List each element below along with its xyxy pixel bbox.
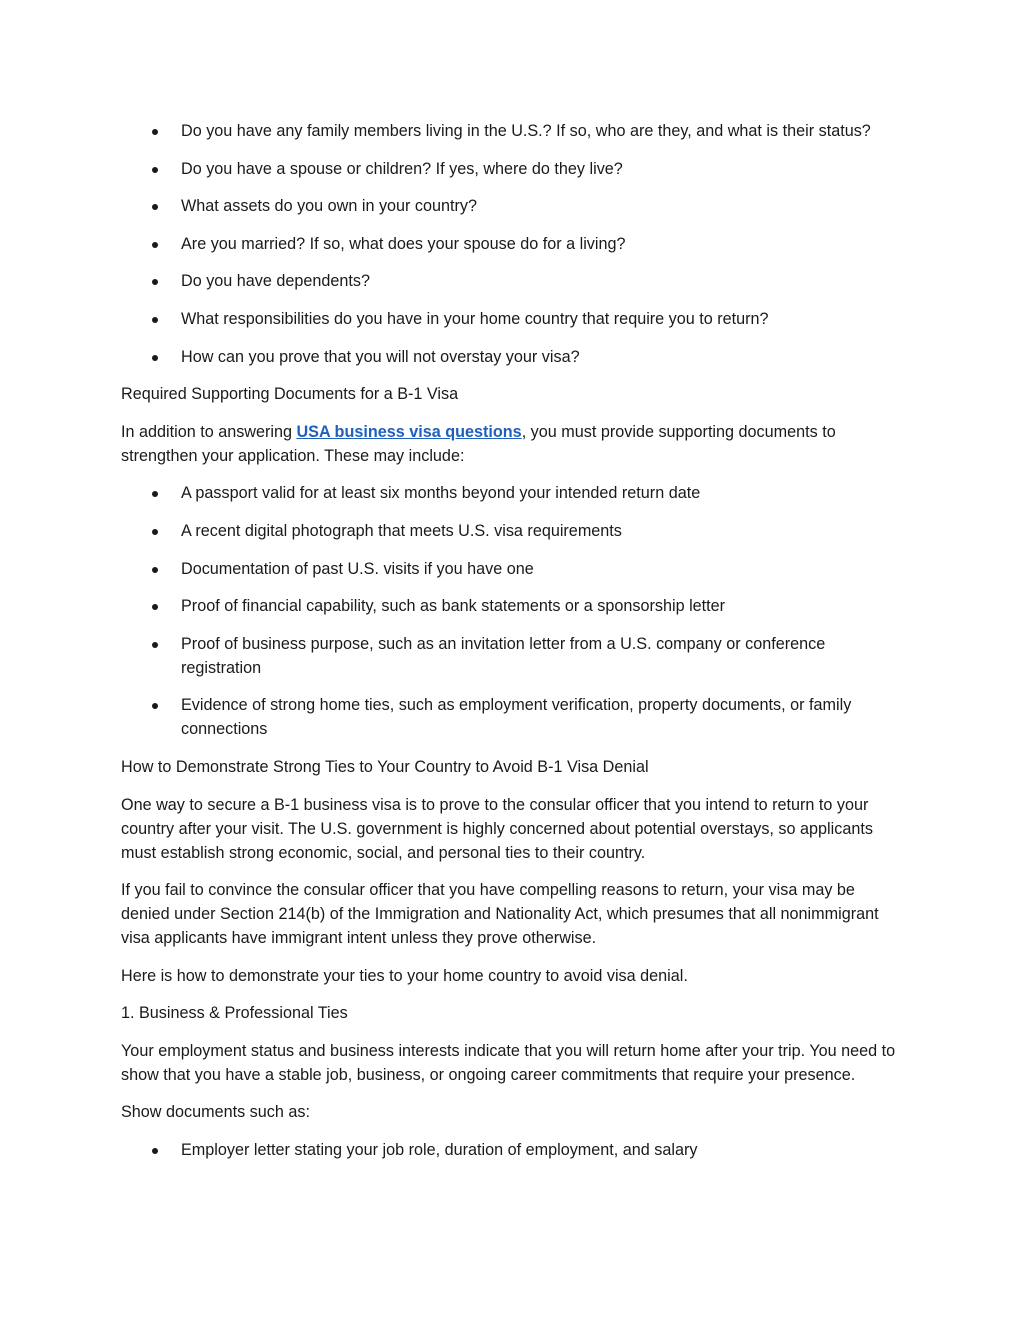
list-item: What responsibilities do you have in your home country that require you to return?: [121, 307, 906, 331]
bullet-icon: [152, 1148, 158, 1154]
bullet-icon: [152, 279, 158, 285]
list-item: How can you prove that you will not overstay your visa?: [121, 345, 906, 369]
list-item: Are you married? If so, what does your spouse do for a living?: [121, 232, 906, 256]
bullet-icon: [152, 703, 158, 709]
list-item: Do you have dependents?: [121, 269, 906, 293]
strong-ties-paragraph-1: One way to secure a B-1 business visa is to prove to the consular officer that you intend to return to your country after your visit. The U.S. government is highly concerned about potential overstays, so applicants must establish strong economic, social, and personal ties to their country.: [121, 795, 873, 862]
question-list: [121, 119, 906, 369]
bullet-icon: [152, 491, 158, 497]
supporting-documents-list: [121, 481, 906, 741]
list-item: Employer letter stating your job role, duration of employment, and salary: [121, 1138, 906, 1162]
bullet-icon: [152, 129, 158, 135]
bullet-icon: [152, 604, 158, 610]
usa-business-visa-questions-link[interactable]: USA business visa questions: [296, 422, 522, 441]
strong-ties-paragraph-2: If you fail to convince the consular officer that you have compelling reasons to return, your visa may be denied under Section 214(b) of the Immigration and Nationality Act, which presumes that all nonimmigrant visa applicants have immigrant intent unless they prove otherwise.: [121, 881, 879, 948]
business-ties-paragraph-2: Show documents such as:: [121, 1103, 310, 1122]
supporting-documents-intro: In addition to answering USA business visa questions, you must provide supporting documents to strengthen your application. These may include:: [121, 422, 836, 465]
list-item: A passport valid for at least six months beyond your intended return date: [121, 481, 906, 505]
section-heading-supporting-documents: Required Supporting Documents for a B-1 Visa: [121, 385, 459, 404]
document-page: [121, 119, 906, 1176]
section-heading-business-ties: 1. Business & Professional Ties: [121, 1004, 348, 1023]
bullet-icon: [152, 529, 158, 535]
bullet-icon: [152, 567, 158, 573]
business-documents-list: [121, 1138, 906, 1162]
list-item: Evidence of strong home ties, such as employment verification, property documents, or family connections: [121, 693, 906, 741]
bullet-icon: [152, 642, 158, 648]
bullet-icon: [152, 167, 158, 173]
list-item: Proof of financial capability, such as bank statements or a sponsorship letter: [121, 594, 906, 618]
section-heading-strong-ties: How to Demonstrate Strong Ties to Your Country to Avoid B-1 Visa Denial: [121, 757, 649, 776]
bullet-icon: [152, 317, 158, 323]
list-item: A recent digital photograph that meets U.S. visa requirements: [121, 519, 906, 543]
bullet-icon: [152, 355, 158, 361]
list-item: Do you have any family members living in the U.S.? If so, who are they, and what is their status?: [121, 119, 906, 143]
business-ties-paragraph-1: Your employment status and business interests indicate that you will return home after your trip. You need to show that you have a stable job, business, or ongoing career commitments that require your presence.: [121, 1041, 896, 1084]
list-item: Documentation of past U.S. visits if you have one: [121, 557, 906, 581]
strong-ties-paragraph-3: Here is how to demonstrate your ties to your home country to avoid visa denial.: [121, 966, 688, 985]
list-item: What assets do you own in your country?: [121, 194, 906, 218]
bullet-icon: [152, 204, 158, 210]
bullet-icon: [152, 242, 158, 248]
list-item: Proof of business purpose, such as an invitation letter from a U.S. company or conference registration: [121, 632, 906, 680]
list-item: Do you have a spouse or children? If yes, where do they live?: [121, 157, 906, 181]
